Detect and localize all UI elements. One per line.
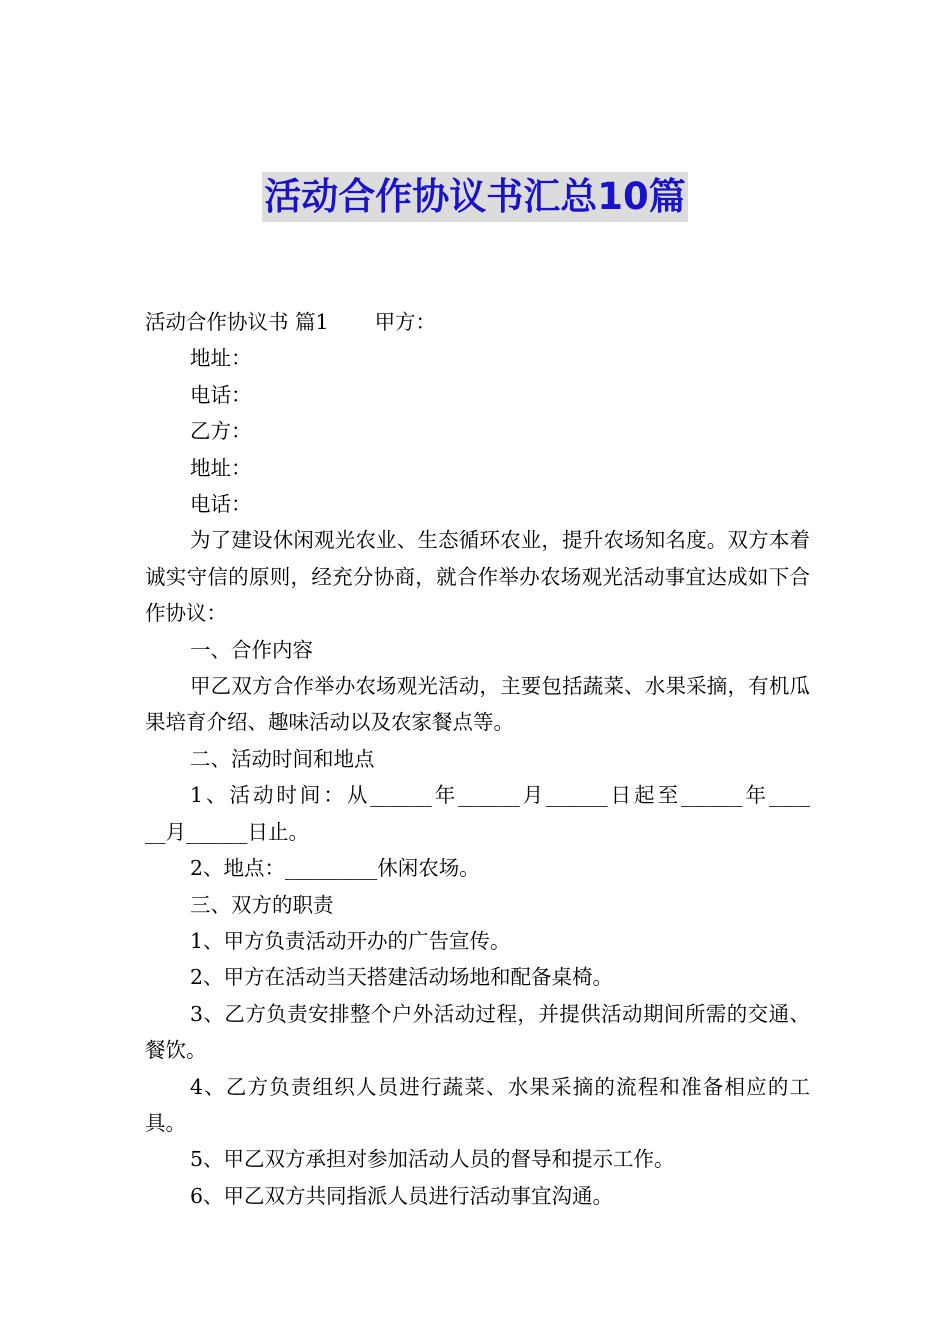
duty-item: 4、乙方负责组织人员进行蔬菜、水果采摘的流程和准备相应的工具。 [145, 1074, 810, 1135]
duty-item: 6、甲乙双方共同指派人员进行活动事宜沟通。 [190, 1183, 614, 1208]
title-container [0, 172, 950, 222]
activity-time-line-1: 1、活动时间：从______年______月______日起至______年____ [190, 783, 810, 808]
duty-item: 2、甲方在活动当天搭建活动场地和配备桌椅。 [190, 965, 614, 990]
section-3-title: 三、双方的职责 [190, 892, 334, 917]
duty-item: 1、甲方负责活动开办的广告宣传。 [190, 928, 511, 953]
field-party-b: 乙方： [190, 419, 252, 444]
field-phone-a: 电话： [190, 382, 252, 407]
activity-time-line-2: __月______日止。 [145, 819, 309, 844]
section-1-text: 甲乙双方合作举办农场观光活动，主要包括蔬菜、水果采摘，有机瓜果培育介绍、趣味活动以及农家餐点等。 [145, 674, 810, 735]
party-a-label: 甲方： [374, 310, 437, 334]
field-address-b: 地址： [190, 455, 252, 480]
field-phone-b: 电话： [190, 492, 252, 517]
section-title: 活动合作协议书 篇1 [145, 310, 329, 334]
section-2-title: 二、活动时间和地点 [190, 746, 375, 771]
document-body [145, 304, 810, 1214]
section-1-title: 一、合作内容 [190, 637, 313, 662]
field-address-a: 地址： [190, 346, 252, 371]
intro-paragraph: 为了建设休闲观光农业、生态循环农业，提升农场知名度。双方本着诚实守信的原则，经充分协商，就合作举办农场观光活动事宜达成如下合作协议： [145, 528, 810, 626]
document-title: 活动合作协议书汇总10篇 [262, 172, 688, 222]
section-heading-line [145, 304, 810, 340]
duty-item: 3、乙方负责安排整个户外活动过程，并提供活动期间所需的交通、餐饮。 [145, 1001, 810, 1063]
duty-item: 5、甲乙双方承担对参加活动人员的督导和提示工作。 [190, 1147, 675, 1172]
activity-place-line: 2、地点：_________休闲农场。 [190, 856, 480, 881]
